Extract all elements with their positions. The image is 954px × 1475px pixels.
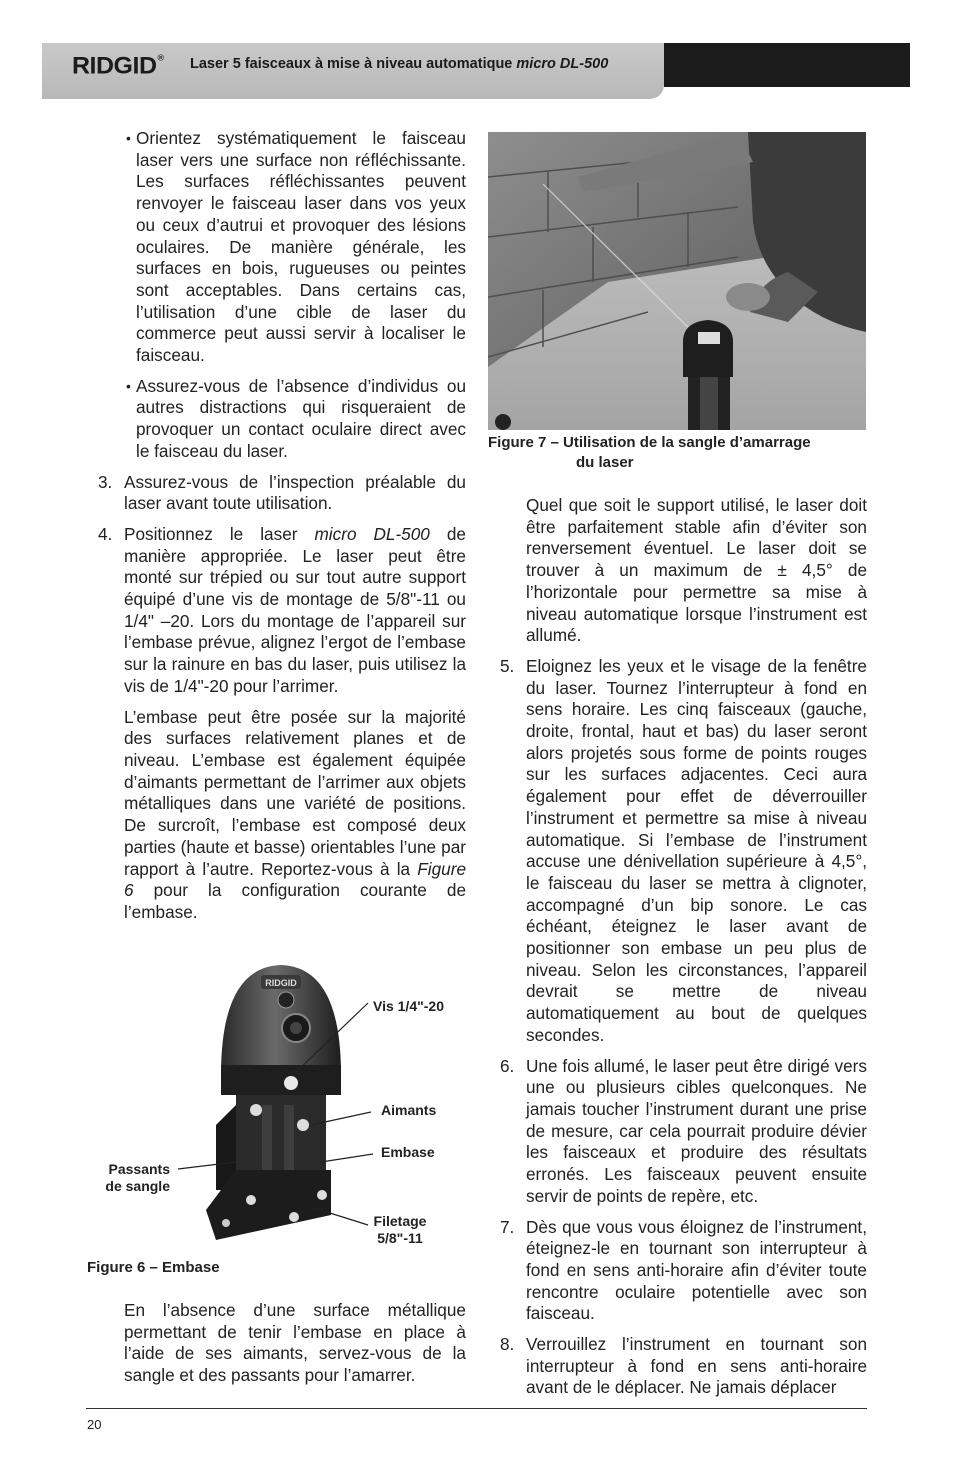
bullet-individuals: • Assurez-vous de l’absence d’individus ou autres distractions qui risqueraient de provoquer un contact oculaire direct avec le faisceau du laser. — [125, 376, 466, 463]
list-item-3: 3. Assurez-vous de l’inspection préalable du laser avant toute utilisation. — [98, 471, 466, 514]
page-header — [42, 43, 910, 87]
figure-6-caption: Figure 6 – Embase — [87, 1259, 220, 1276]
callout-passants: Passants de sangle — [105, 1161, 170, 1194]
left-column-bottom — [98, 1300, 466, 1396]
callout-embase: Embase — [381, 1144, 435, 1160]
page-number: 20 — [87, 1417, 102, 1432]
callout-aimants: Aimants — [381, 1102, 437, 1118]
footer-rule — [86, 1408, 867, 1409]
figure-7-caption: Figure 7 – Utilisation de la sangle d’amarrage du laser — [488, 434, 811, 471]
leader-embase — [321, 1154, 373, 1162]
paragraph-support: Quel que soit le support utilisé, le laser doit être parfaitement stable afin d’éviter son renversement éventuel. Le laser doit se trouver à un maximum de ± 4,5° de l’horizontale pour permettre sa mise à niveau automatique lorsque l’instrument est allumé. — [526, 495, 867, 646]
figure-7-photo — [488, 132, 866, 430]
right-column — [500, 495, 867, 1408]
document-title: Laser 5 faisceaux à mise à niveau automatique micro DL-500 — [190, 56, 609, 72]
callout-vis: Vis 1/4"-20 — [373, 998, 444, 1014]
left-column-top — [98, 128, 466, 933]
list-item-4: 4. Positionnez le laser micro DL-500 de manière appropriée. Le laser peut être monté sur trépied ou sur tout autre support équipé d’une vis de montage de 5/8"-11 ou 1/4" –20. Lors du montage de l’appareil sur l’embase prévue, alignez l’ergot de l’embase sur la rainure en bas du laser, puis utilisez la vis de 1/4"-20 pour l’arrimer. — [98, 523, 466, 696]
list-item-6: 6. Une fois allumé, le laser peut être dirigé vers une ou plusieurs cibles quelconques. Ne jamais toucher l’instrument durant une prise de mesure, car cela pourrait produire dévier les faisceaux et produire des résultats erronés. Les faisceaux peuvent ensuite servir de points de repère, etc. — [500, 1055, 867, 1206]
list-item-7: 7. Dès que vous vous éloignez de l’instrument, éteignez-le en tournant son interrupteur à fond en sens anti-horaire afin d’éviter toute rencontre oculaire potentielle avec son faisceau. — [500, 1216, 867, 1324]
header-black-band — [664, 43, 910, 87]
ridgid-logo: RIDGID® — [72, 52, 164, 80]
svg-text:RIDGID: RIDGID — [265, 978, 297, 988]
list-item-5: 5. Eloignez les yeux et le visage de la fenêtre du laser. Tournez l’interrupteur à fond en sens horaire. Les cinq faisceaux (gauche, droite, frontal, haut et bas) du laser seront alors projetés sous forme de points rouges sur les surfaces adjacentes. Ceci aura également pour effet de déverrouiller l’instrument et permettre sa mise à niveau automatique. Si l’embase de l’instrument accuse une dénivellation supérieure à 4,5°, le faisceau du laser se mettra à clignoter, accompagné d’un bip sonore. Le cas échéant, éteignez le laser avant de positionner son embase un peu plus de niveau. Selon les circonstances, l’appareil devrait se mettre de niveau automatiquement au bout de quelques secondes. — [500, 655, 867, 1045]
bullet-reflective-surfaces: • Orientez systématiquement le faisceau laser vers une surface non réfléchissante. Les surfaces réfléchissantes peuvent renvoyer le faisceau laser dans vos yeux ou ceux d’autrui et provoquer des lésions oculaires. De manière générale, les surfaces en bois, rugueuses ou peintes sont acceptables. Dans certains cas, l’utilisation d’une cible de laser du commerce peut aussi servir à localiser le faisceau. — [125, 128, 466, 367]
callout-filetage: Filetage 5/8"-11 — [373, 1213, 427, 1246]
list-item-8: 8. Verrouillez l’instrument en tournant son interrupteur à fond en sens anti-horaire avant de le déplacer. Ne jamais déplacer — [500, 1334, 867, 1398]
paragraph-embase: L’embase peut être posée sur la majorité des surfaces relativement planes et de niveau. L’embase est également équipée d’aimants permettant de l’arrimer aux objets métalliques dans une variété de positions. De surcroît, l’embase est composé deux parties (haute et basse) orientables l’une par rapport à l’autre. Reportez-vous à la Figure 6 pour la configuration courante de l’embase. — [124, 706, 466, 922]
paragraph-sangle: En l’absence d’une surface métallique permettant de tenir l’embase en place à l’aide de ses aimants, servez-vous de la sangle et des passants pour l’amarrer. — [124, 1300, 466, 1386]
